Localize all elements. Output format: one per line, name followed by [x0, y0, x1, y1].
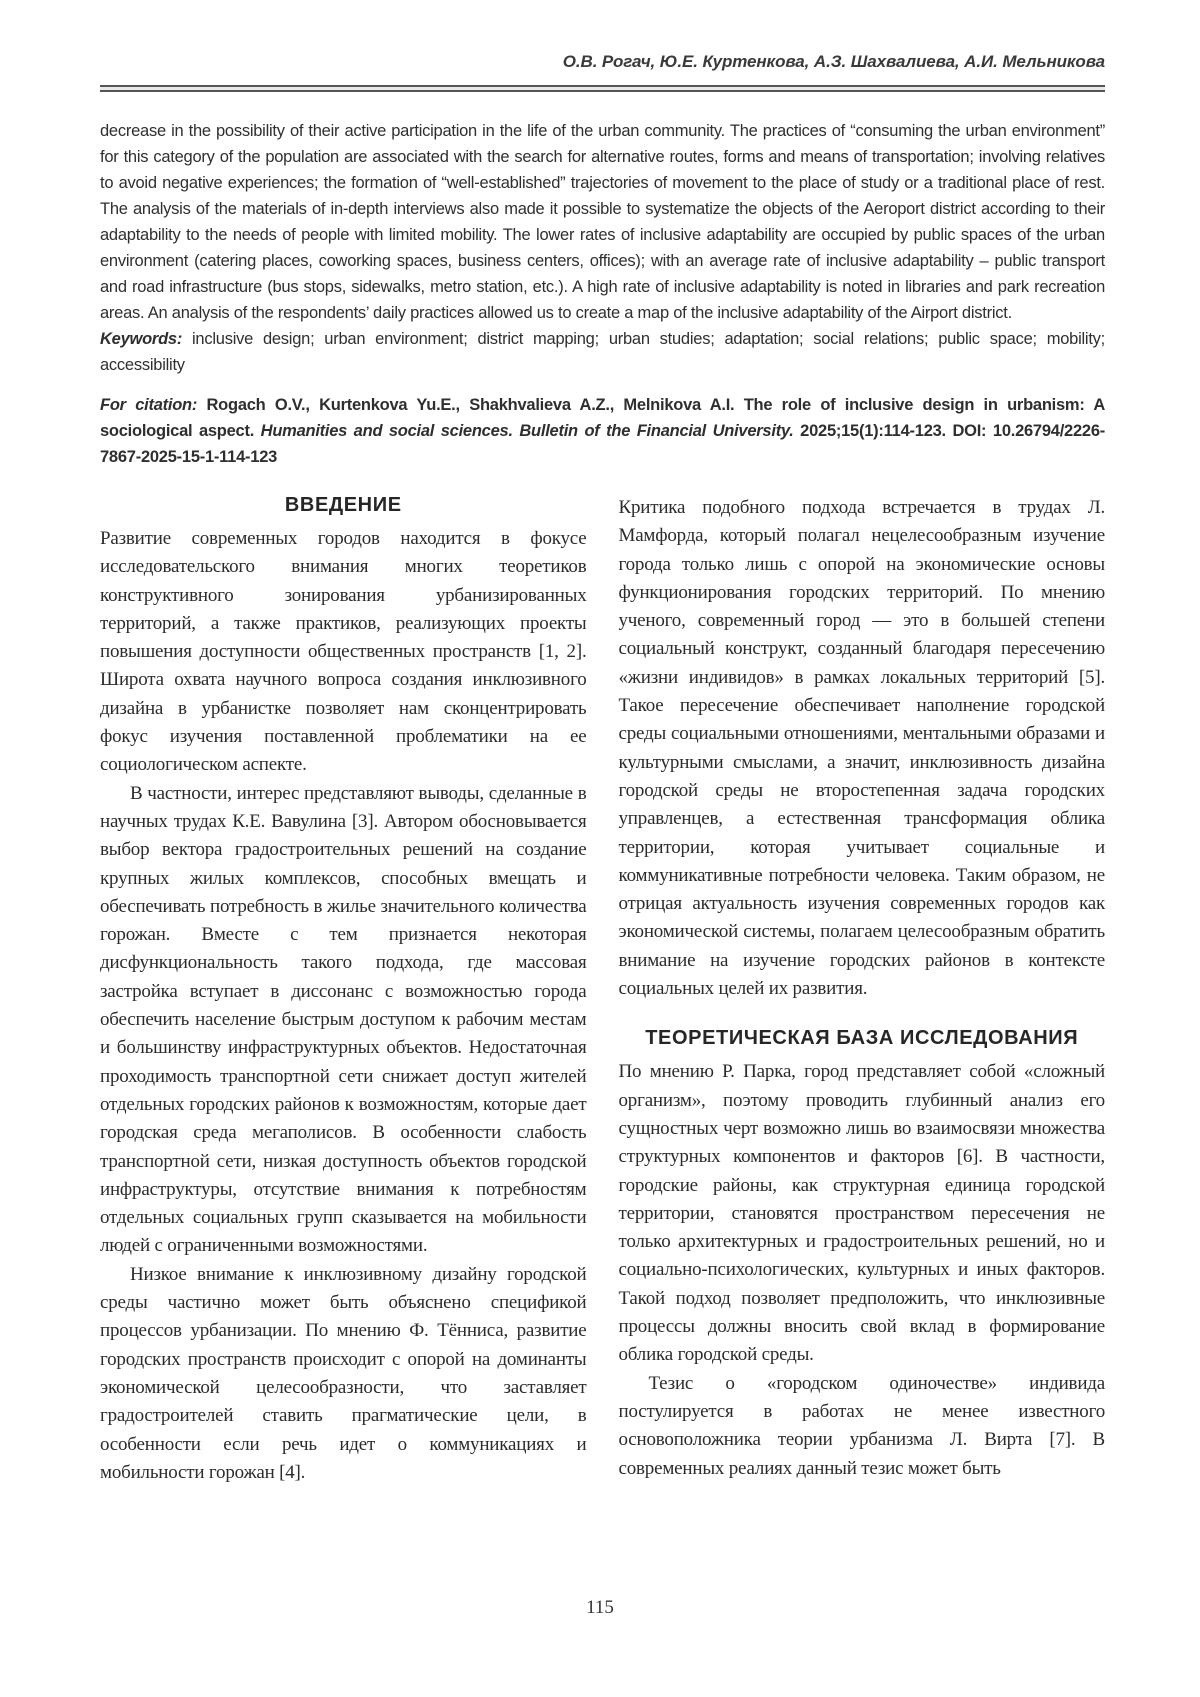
citation-line	[100, 392, 1105, 470]
right-paragraph-2: По мнению Р. Парка, город представляет собой «сложный организм», поэтому проводить глубинный анализ его сущностных черт возможно лишь во взаимосвязи множества структурных компонентов и факторов [6]. В частности, городские районы, как структурная единица городской территории, становятся пространством пересечения не только архитектурных и градостроительных решений, но и социально-психологических, культурных и иных факторов. Такой подход позволяет предположить, что инклюзивные процессы должны вносить свой вклад в формирование облика городской среды.	[618, 1061, 1105, 1366]
left-paragraph-1: Развитие современных городов находится в фокусе исследовательского внимания многих теоретиков конструктивного зонирования урбанизированных территорий, а также практиков, реализующих проекты повышения доступности общественных пространств [1, 2]. Широта охвата научного вопроса создания инклюзивного дизайна в урбанистке позволяет нам сконцентрировать фокус изучения поставленной проблематики на ее социологическом аспекте.	[100, 528, 587, 776]
keywords-label: Keywords:	[100, 330, 183, 348]
authors-header: О.В. Рогач, Ю.Е. Куртенкова, А.З. Шахвалиева, А.И. Мельникова	[562, 52, 1105, 71]
citation-label: For citation:	[100, 396, 198, 414]
keywords-line	[100, 326, 1105, 378]
abstract-body: decrease in the possibility of their active participation in the life of the urban community. The practices of “consuming the urban environment” for this category of the population are associated with the search for alternative routes, forms and means of transportation; involving relatives to avoid negative experiences; the formation of “well-established” trajectories of movement to the place of study or a traditional place of rest. The analysis of the materials of in-depth interviews also made it possible to systematize the objects of the Aeroport district according to their adaptability to the needs of people with limited mobility. The lower rates of inclusive adaptability are occupied by public spaces of the urban environment (catering places, coworking spaces, business centers, offices); with an average rate of inclusive adaptability – public transport and road infrastructure (bus stops, sidewalks, metro station, etc.). A high rate of inclusive adaptability is noted in libraries and park recreation areas. An analysis of the respondents’ daily practices allowed us to create a map of the inclusive adaptability of the Airport district.	[100, 122, 1105, 322]
section-heading-introduction: ВВЕДЕНИЕ	[284, 494, 402, 516]
right-paragraph-1: Критика подобного подхода встречается в трудах Л. Мамфорда, который полагал нецелесообразным изучение города только лишь с опорой на экономические основы функционирования городских территорий. По мнению ученого, современный город — это в большей степени социальный конструкт, созданный благодаря пересечению «жизни индивидов» в рамках локальных территорий [5]. Такое пересечение обеспечивает наполнение городской среды социальными отношениями, ментальными образами и культурными смыслами, а значит, инклюзивность дизайна городской среды не второстепенная задача городских управленцев, а естественная трансформация облика территории, которая учитывает социальные и коммуникативные потребности человека. Таким образом, не отрицая актуальность изучения современных городов как экономической системы, полагаем целесообразным обратить внимание на изучение городских районов в контексте социальных целей их развития.	[618, 497, 1105, 1000]
left-paragraph-2: В частности, интерес представляют выводы, сделанные в научных трудах К.Е. Вавулина [3]. Автором обосновывается выбор вектора градостроительных решений на создание крупных жилых комплексов, способных вмещать и обеспечивать потребность в жилье значительного количества горожан. Вместе с тем признается некоторая дисфункциональность такого подхода, где массовая застройка вступает в диссонанс с возможностью города обеспечить население быстрым доступом к рабочим местам и большинству инфраструктурных объектов. Недостаточная проходимость транспортной сети снижает доступ жителей отдельных городских районов к возможностям, которые дает городская среда мегаполисов. В особенности слабость транспортной сети, низкая доступность объектов городской инфраструктуры, отсутствие внимания к потребностям отдельных социальных групп сказывается на мобильности людей с ограниченными возможностями.	[100, 782, 587, 1257]
citation-text: Rogach O.V., Kurtenkova Yu.E., Shakhvalieva A.Z., Melnikova A.I. The role of inclusive design in urbanism: A sociological aspect.	[100, 396, 1106, 440]
right-column	[619, 494, 1106, 1487]
left-paragraph-3: Низкое внимание к инклюзивному дизайну городской среды частично может быть объяснено спецификой процессов урбанизации. По мнению Ф. Тённиса, развитие городских пространств происходит с опорой на доминанты экономической целесообразности, что заставляет градостроителей ставить прагматические цели, в особенности если речь идет о коммуникациях и мобильности горожан [4].	[100, 1263, 587, 1483]
abstract-block	[100, 118, 1105, 378]
citation-block	[100, 392, 1105, 470]
page-number: 115	[586, 1597, 614, 1618]
left-column	[100, 494, 587, 1487]
header-divider-rule	[100, 85, 1105, 92]
citation-tail: 2025;15(1):114-123. DOI: 10.26794/2226-7867-2025-15-1-114-123	[100, 422, 1105, 466]
abstract-text	[100, 118, 1105, 326]
right-paragraph-3: Тезис о «городском одиночестве» индивида постулируется в работах не менее известного основоположника теории урбанизма Л. Вирта [7]. В современных реалиях данный тезис может быть	[618, 1372, 1105, 1479]
section-heading-theoretical-base: ТЕОРЕТИЧЕСКАЯ БАЗА ИССЛЕДОВАНИЯ	[645, 1027, 1079, 1050]
citation-journal: Humanities and social sciences. Bulletin of the Financial University.	[260, 422, 794, 440]
two-column-body	[100, 494, 1105, 1487]
keywords-text: inclusive design; urban environment; district mapping; urban studies; adaptation; social relations; public space; mobility; accessibility	[100, 330, 1105, 374]
